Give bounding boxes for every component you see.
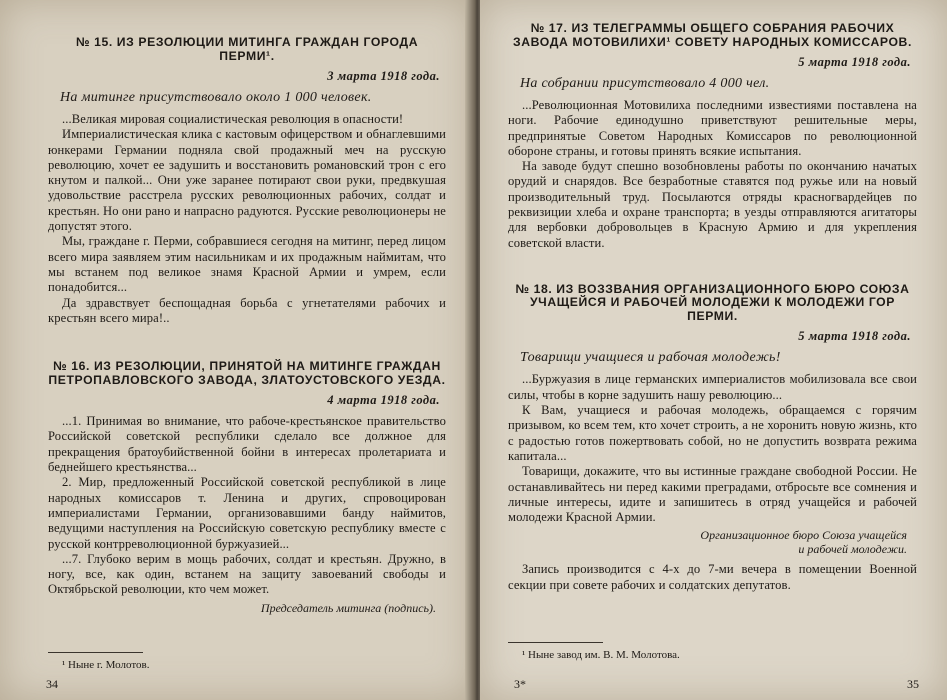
doc-18-paragraph: К Вам, учащиеся и рабочая молодежь, обращаемся с горячим призывом, ко всем тем, кто хочет строить, а не хоронить новую жизнь, кто с радостью готов пожертвовать собой, но не допустить возврата режима капитала... [508, 403, 917, 463]
doc-18-heading-line3: ПЕРМИ. [687, 308, 738, 323]
doc-18-heading-line2: УЧАЩЕЙСЯ И РАБОЧЕЙ МОЛОДЕЖИ К МОЛОДЕЖИ ГОР [529, 295, 895, 310]
doc-18-signature-line1: Организационное бюро Союза учащейся [700, 528, 907, 543]
doc-17-heading-line1: № 17. ИЗ ТЕЛЕГРАММЫ ОБЩЕГО СОБРАНИЯ РАБОЧИХ [530, 21, 895, 35]
doc-18-intro: Товарищи учащиеся и рабочая молодежь! [520, 350, 781, 366]
doc-16-date: 4 марта 1918 года. [327, 393, 440, 408]
left-footnote: ¹ Ныне г. Молотов. [62, 659, 150, 671]
signature-mark: 3* [514, 677, 526, 691]
document-15 [48, 36, 446, 326]
left-footnote-area [48, 652, 149, 671]
doc-15-heading-line2: ПЕРМИ¹. [219, 48, 275, 63]
doc-17-date: 5 марта 1918 года. [798, 55, 911, 69]
doc-17-heading [508, 22, 917, 49]
document-18 [508, 283, 917, 593]
doc-16-paragraph: ...7. Глубоко верим в мощь рабочих, солдат и крестьян. Дружно, в ногу, все, как один, встанем на защиту завоеваний свободы и Октябрьской революции, кто чем может. [48, 551, 446, 597]
footnote-rule [48, 652, 143, 653]
doc-17-paragraph: На заводе будут спешно возобновлены работы по окончанию начатых орудий и снарядов. Все безработные ставятся под ружье или на новый производительный труд. Посылаются отряды красногвардейцев по реквизиции хлеба и охране транспорта; в уезды отправляются агитаторы для вербовки добровольцев в Красную Армию и для укрепления советской власти. [508, 159, 917, 250]
doc-16-signature: Председатель митинга (подпись). [260, 600, 436, 615]
page-number-left: 34 [46, 677, 58, 691]
doc-17-heading-line2: ЗАВОДА МОТОВИЛИХИ¹ СОВЕТУ НАРОДНЫХ КОМИССАРОВ. [513, 34, 912, 49]
footnote-rule [508, 642, 603, 643]
doc-15-date: 3 марта 1918 года. [327, 69, 440, 83]
doc-16-paragraph: ...1. Принимая во внимание, что рабоче-крестьянское правительство Российской советской республики сделало все должное для прекращения братоубийственной бойни в интересах пролетариата и беднейшего крестьянства... [48, 414, 446, 475]
doc-15-paragraph: Да здравствует беспощадная борьба с угнетателями рабочих и крестьян всего мира!.. [48, 295, 446, 325]
document-16 [48, 360, 446, 615]
doc-15-paragraph: Мы, граждане г. Перми, собравшиеся сегодня на митинг, перед лицом всего мира заявляем этим насильникам и их продажным наймитам, что мы встанем под великое знамя Красной Армии и умрем, если понадобится... [48, 234, 446, 295]
document-17 [508, 22, 917, 251]
doc-15-paragraph: Империалистическая клика с кастовым офицерством и обнаглевшими юнкерами Германии подняла свой продажный меч на русскую революцию, хочет ее задушить и восстановить романовский трон с его кнутом и палкой... Они уже заранее потирают свои руки, предвкушая удовольствие расстрела русских революционных рабочих, солдат и крестьян. Но они рано и напрасно радуются. Русские революционеры не допустят этого. [48, 127, 446, 234]
right-footnote: ¹ Ныне завод им. В. М. Молотова. [522, 649, 680, 661]
left-page [0, 0, 472, 700]
page-number-right: 35 [907, 677, 919, 691]
doc-15-heading-line1: № 15. ИЗ РЕЗОЛЮЦИИ МИТИНГА ГРАЖДАН ГОРОДА [75, 35, 419, 49]
doc-18-paragraph: ...Буржуазия в лице германских империалистов мобилизовала все свои силы, чтобы в корне задушить нашу революцию... [508, 372, 917, 402]
doc-16-heading-line1: № 16. ИЗ РЕЗОЛЮЦИИ, ПРИНЯТОЙ НА МИТИНГЕ ГРАЖДАН [53, 359, 441, 374]
right-footnote-area [508, 642, 680, 661]
doc-15-paragraph: ...Великая мировая социалистическая революция в опасности! [62, 112, 404, 126]
doc-15-heading [48, 36, 446, 63]
doc-18-closing: Запись производится с 4-х до 7-ми вечера в помещении Военной секции при совете рабочих и солдатских депутатов. [508, 562, 917, 592]
doc-16-paragraph: 2. Мир, предложенный Российской советской республикой в лице народных комиссаров т. Ленина и других, спровоцирован империалистами Германии, организовавшими банду наймитов, ведущими наступления на Российскую советскую республику вместе с русской контрреволюционной буржуазией... [48, 475, 446, 551]
doc-16-heading-line2: ПЕТРОПАВЛОВСКОГО ЗАВОДА, ЗЛАТОУСТОВСКОГО УЕЗДА. [48, 372, 446, 387]
doc-18-paragraph: Товарищи, докажите, что вы истинные граждане свободной России. Не останавливайтесь ни перед какими преградами, отбросьте все сомнения и личные интересы, идите и запишитесь в отряд учащейся и рабочей молодежи Красной Армии. [508, 464, 917, 525]
doc-16-heading [48, 360, 446, 387]
doc-17-paragraph: ...Революционная Мотовилиха последними известиями поставлена на ноги. Рабочие единодушно приветствуют решительные меры, предпринятые Советом Народных Комиссаров по революционной обороне страны, и готовы принять всякие испытания. [508, 98, 917, 158]
right-page [480, 0, 947, 700]
doc-18-signature [508, 529, 907, 556]
doc-18-heading-line1: № 18. ИЗ ВОЗЗВАНИЯ ОРГАНИЗАЦИОННОГО БЮРО СОЮЗА [515, 281, 910, 296]
doc-18-signature-line2: и рабочей молодежи. [798, 541, 907, 556]
doc-15-intro: На митинге присутствовало около 1 000 человек. [60, 90, 372, 105]
doc-17-intro: На собрании присутствовало 4 000 чел. [520, 76, 770, 91]
doc-18-heading [508, 283, 917, 324]
doc-18-date: 5 марта 1918 года. [798, 329, 911, 344]
